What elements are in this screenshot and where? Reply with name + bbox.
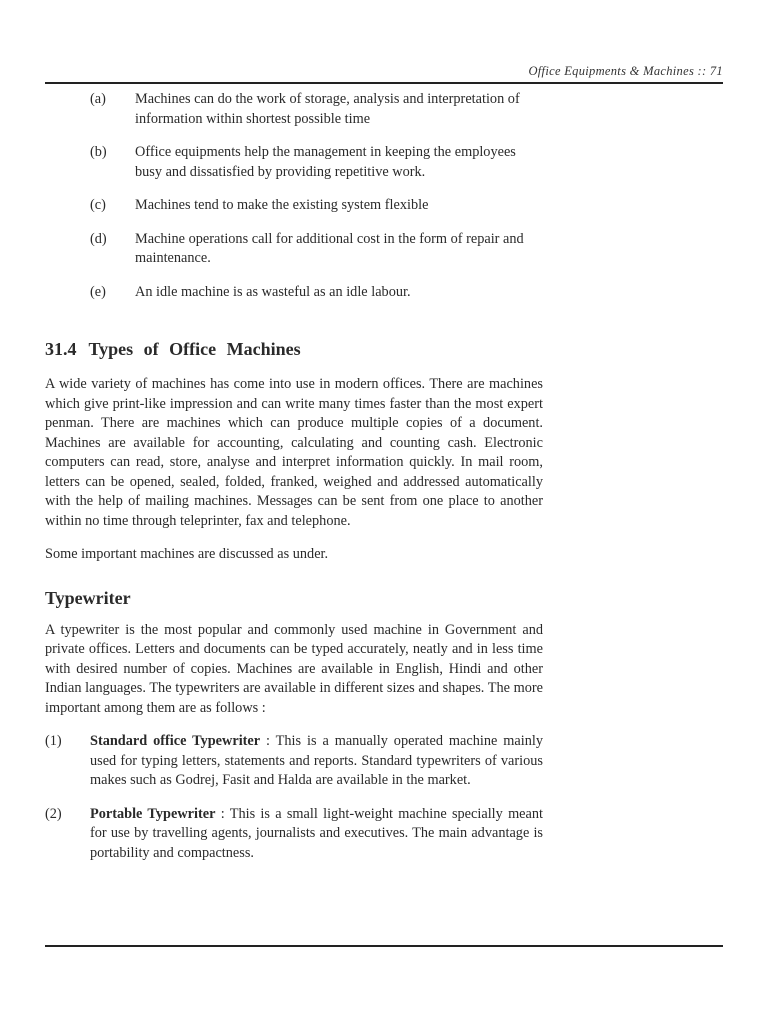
list-item-text: Machines tend to make the existing system flexible xyxy=(135,197,429,213)
header-rule xyxy=(45,82,723,84)
section-number: 31.4 xyxy=(45,339,77,359)
list-item xyxy=(45,90,543,129)
list-marker: (b) xyxy=(90,144,107,160)
section-paragraph: A wide variety of machines has come into use in modern offices. There are machines which give print-like impression and can write many times faster than the most expert penman. There are machines which can produce multiple copies of a document. Machines are available for accounting, calculating and counting cash. Electronic computers can read, store, analyse and interpret information quickly. In mail room, letters can be opened, sealed, folded, franked, weighed and addressed automatically with the help of mailing machines. Messages can be sent from one place to another within no time through teleprinter, fax and telephone. xyxy=(45,376,543,529)
list-item-text xyxy=(90,732,543,791)
list-marker: (2) xyxy=(45,805,62,822)
section-paragraph: Some important machines are discussed as under. xyxy=(45,546,329,562)
typewriter-intro: A typewriter is the most popular and commonly used machine in Government and private offices. Letters and documents can be typed accurately, neatly and in less time with desired number of copies. Machines are available in English, Hindi and other Indian languages. The typewriters are available in different sizes and shapes. The more important among them are as follows : xyxy=(45,621,543,716)
alpha-list xyxy=(45,90,543,302)
list-item xyxy=(45,196,543,216)
list-marker: (a) xyxy=(90,91,106,107)
list-item-text: Office equipments help the management in keeping the employees busy and dissatisfied by providing repetitive work. xyxy=(135,144,516,180)
footer-rule xyxy=(45,945,723,947)
section-heading xyxy=(45,338,543,360)
list-item xyxy=(45,230,543,269)
typewriter-list xyxy=(45,732,543,863)
running-header: Office Equipments & Machines :: 71 xyxy=(528,64,723,78)
list-item-text: Machine operations call for additional cost in the form of repair and maintenance. xyxy=(135,230,524,266)
list-item-text xyxy=(90,805,543,864)
list-marker: (e) xyxy=(90,283,106,300)
item-description: : This is a manually operated machine mainly used for typing letters, statements and reports. Standard typewriters of various makes such as Godrej, Fasit and Halda are available in the market. xyxy=(90,733,543,788)
typewriter-heading: Typewriter xyxy=(45,587,131,608)
item-description: : This is a small light-weight machine specially meant for use by travelling agents, journalists and executives. The main advantage is portability and compactness. xyxy=(90,805,543,861)
list-item xyxy=(45,732,543,791)
list-item xyxy=(45,805,543,864)
item-term: Standard office Typewriter xyxy=(90,733,261,749)
list-marker: (d) xyxy=(90,230,107,247)
section-title: Types of Office Machines xyxy=(88,339,301,359)
list-marker: (c) xyxy=(90,197,106,213)
list-item xyxy=(45,283,543,303)
item-term: Portable Typewriter xyxy=(90,805,216,822)
page-content xyxy=(45,90,543,877)
list-item-text: Machines can do the work of storage, analysis and interpretation of information within shortest possible time xyxy=(135,91,520,127)
list-item-text: An idle machine is as wasteful as an idle labour. xyxy=(135,283,411,300)
list-item xyxy=(45,143,543,182)
list-marker: (1) xyxy=(45,733,62,749)
